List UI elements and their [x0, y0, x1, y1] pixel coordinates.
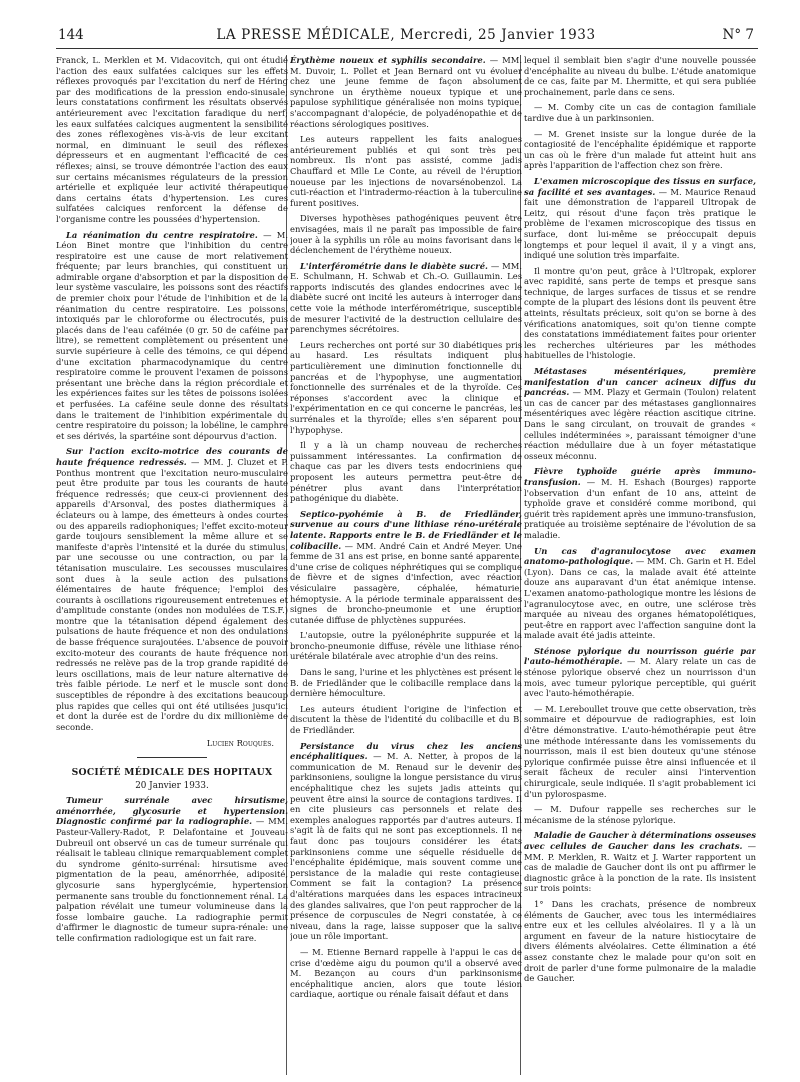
article-heading: Persistance du virus chez les anciens encéphalitiques.	[290, 740, 522, 762]
article-body: — M. A. Netter, à propos de la communication de M. Renaud sur le devenir des parkinsoniens, souligne la longue persistance du virus encéphalitique chez les sujets jadis atteints qui peuvent être ainsi la source de contagions tardives. Il en cite plusieurs cas personnels et relate des exemples analogues rapportés par d'autres auteurs. Il s'agit là de faits qui ne sont pas exceptionnels. Il ne faut donc pas toujours considérer les états parkinsoniens comme une séquelle résiduelle de l'encéphalite épidémique, mais souvent comme une persistance de la maladie qui reste contagieuse. Comment se fait la contagion? La présence d'altérations marquées dans les espaces intracineux des glandes salivaires, que l'on peut rapprocher de la présence de corpuscules de Negri constatée, à ce niveau, dans la rage, laisse supposer que la salive joue un rôle important.	[290, 751, 522, 942]
article-body: — MM. Ch. Garin et H. Edel (Lyon). Dans ce cas, la malade avait été atteinte douze ans auparavant d'un état anémique intense. L'examen anatomo-pathologique montre les lésions de l'agranulocytose avec, en outre, une sclérose très marquée au niveau des organes hématopoïétiques, peut-être en rapport avec l'affection sanguine dont la malade avait été jadis atteinte.	[524, 556, 756, 641]
article-heading: Sur l'action excito-motrice des courants de haute fréquence redressés.	[56, 446, 288, 467]
paragraph: Franck, L. Merklen et M. Vidacovitch, qui ont étudié l'action des eaux sulfatées calciques sur les effets réflexes provoqués par l'excitation du nerf de Héring par des modifications de la pression endo-sinusale; leurs constatations confirment les résultats observés antérieurement avec l'excitation faradique du nerf; les eaux sulfatées calciques augmentent la sensibilité des zones réflexogènes vis-à-vis de leur excitant normal, en diminuant le seuil des réflexes dépresseurs et en augmentant l'efficacité de ces réflexes; ainsi, se trouve démontrée l'action des eaux sur certains mécanismes régulateurs de la pression artérielle et expliquée leur activité thérapeutique dans certains états d'hypertension. Les cures sulfatées calciques renforcent la défense de l'organisme contre les poussées d'hypertension.	[56, 55, 288, 224]
article-body: — MM. Pasteur-Vallery-Radot, P. Delafontaine et Jouveau-Dubreuil ont observé un cas de tumeur surrénale qui réalisait le tableau clinique remarquablement complet du syndrome génito-surrénal: hirsutisme avec pigmentation de la peau, aménorrhée, adiposité, glycosurie sans hyperglycémie, hypertension permanente sans trouble du fonctionnement rénal. La palpation révélait une tumeur volumineuse dans la fosse lombaire gauche. La radiographie permit d'affirmer le diagnostic de tumeur supra-rénale: une telle confirmation radiologique est un fait rare.	[56, 816, 288, 943]
paragraph: Diverses hypothèses pathogéniques peuvent être envisagées, mais il ne paraît pas impossible de faire jouer à la syphilis un rôle au moins favorisant dans le déclenchement de l'érythème noueux.	[290, 213, 522, 256]
paragraph: Dans le sang, l'urine et les phlyctènes est présent le B. de Friedländer que le colibacille remplace dans la dernière hémoculture.	[290, 667, 522, 699]
article	[524, 546, 756, 641]
article	[524, 366, 756, 461]
article-body: — MM. J. Cluzet et P. Ponthus montrent que l'excitation neuro-musculaire peut être produite par tous les courants de haute fréquence redressés; que ceux-ci proviennent des appareils d'Arsonval, des postes diathermiques à éclateurs ou à lampe, des émetteurs à ondes courtes ou des appareils radiophoniques; l'effet excito-moteur garde toujours sensiblement la même allure et se manifeste d'après l'intensité et la durée du stimulus, par une secousse ou une contraction, ou par la tétanisation musculaire. Les secousses musculaires sont dues à la seule action des pulsations élémentaires de haute fréquence; l'emploi des courants à oscillations rigoureusement entretenues et d'amplitude constante (ondes non modulées de T.S.F.) montre que la tétanisation dépend également des pulsations de haute fréquence et non des ondulations de basse fréquence surajoutées. L'absence de pouvoir excito-moteur des courants de haute fréquence non redressés ne relève pas de la trop grande rapidité de leurs oscillations, mais de leur nature alternative de très faible période. Le nerf et le muscle sont donc susceptibles de répondre à des excitations beaucoup plus rapides que celles qui ont été utilisées jusqu'ici et dont la durée est de l'ordre du dix millionième de seconde.	[56, 456, 288, 732]
article-heading: Sténose pylorique du nourrisson guérie par l'auto-hémothérapie.	[524, 645, 756, 667]
article	[524, 830, 756, 894]
article-body: — M. H. Eshach (Bourges) rapporte l'observation d'un enfant de 10 ans, atteint de typhoïde grave et considéré comme moribond, qui guérit très rapidement après une immuno-transfusion, pratiquée au troisième septénaire de l'évolution de sa maladie.	[524, 476, 756, 540]
article-body: — MM. E. Schulmann, H. Schwab et Ch.-O. Guillaumin. Les rapports indiscutés des glandes endocrines avec le diabète sucré ont incité les auteurs à interroger dans cette voie la méthode interférométrique, susceptible de mesurer l'activité de la destruction cellulaire des parenchymes sécrétoires.	[290, 260, 522, 335]
author-signature: Lucien Rouquès.	[206, 738, 274, 749]
paragraph: L'autopsie, outre la pyélonéphrite suppurée et la broncho-pneumonie diffuse, révèle une lithiase réno-urétérale bilatérale avec atrophie d'un des reins.	[290, 630, 522, 662]
article-heading: L'interférométrie dans le diabète sucré.	[300, 260, 488, 271]
article-heading: Fièvre typhoïde guérie après immuno-transfusion.	[524, 466, 756, 487]
article-heading: L'examen microscopique des tissus en surface, sa facilité et ses avantages.	[524, 175, 756, 197]
article-body: — MM. P. Merklen, R. Waitz et J. Warter rapportent un cas de maladie de Gaucher dont ils ont pu affirmer le diagnostic grâce à la ponction de la rate. Ils insistent sur trois points:	[524, 840, 756, 894]
column-1	[56, 55, 288, 1075]
page-number: 144	[58, 27, 84, 43]
article	[56, 795, 288, 943]
article	[290, 55, 522, 129]
article-heading: Tumeur surrénale avec hirsutisme, aménorrhée, glycosurie et hypertension. Diagnostic confirmé par la radiographie.	[56, 795, 288, 827]
article	[56, 446, 288, 732]
paragraph: Leurs recherches ont porté sur 30 diabétiques pris au hasard. Les résultats indiquent plus particulièrement une diminution fonctionnelle du pancréas et de l'hypophyse, une augmentation fonctionnelle des surrénales et de la thyroïde. Ces réponses s'accordent avec la clinique et l'expérimentation en ce qui concerne le pancréas, les surrénales et la thyroïde; elles s'en séparent pour l'hypophyse.	[290, 339, 522, 435]
section-date: 20 Janvier 1933.	[135, 780, 209, 791]
paragraph: — M. Dufour rappelle ses recherches sur le mécanisme de la sténose pylorique.	[524, 804, 756, 825]
article-body: — MM. M. Duvoir, L. Pollet et Jean Bernard ont vu évoluer chez une jeune femme de façon absolument synchrone un érythème noueux typique et une papulose syphilitique généralisée non moins typique, s'accompagnant d'alopécie, de polyadénopathie et de réactions sérologiques positives.	[290, 55, 522, 129]
article	[290, 509, 522, 626]
article-body: — M. Léon Binet montre que l'inhibition du centre respiratoire est une cause de mort relativement fréquente; par leurs branchies, qui constituent un admirable organe d'absorption et par la disposition de leur système vasculaire, les poissons sont des réactifs de premier choix pour l'étude de l'inhibition et de la réanimation du centre respiratoire. Les poissons, intoxiqués par le chloroforme ou électrocutés, puis placés dans de l'eau caféinée (0 gr. 50 de caféine par litre), se remettent complètement ou présentent une survie supérieure à celle des témoins, ce qui dépend d'une excitation pharmacodynamique du centre respiratoire comme le prouvent l'examen de poissons présentant une brèche dans la région précordiale et les expériences faites sur les têtes de poissons isolées et perfusées. La caféine seule donne des résultats dans le traitement de l'inhibition expérimentale du centre respiratoire du poisson; la lobéline, le camphre et ses dérivés, la spartéine sont dépourvus d'action.	[56, 229, 288, 441]
paragraph: Les auteurs rappellent les faits analogues antérieurement publiés et qui sont très peu nombreux. Ils n'ont pas assisté, comme jadis Chauffard et Mlle Le Conte, au réveil de l'éruption noueuse par les injections de novarsénobenzol. La cuti-réaction et l'intradermo-réaction à la tuberculine furent positives.	[290, 134, 522, 208]
article	[524, 176, 756, 261]
paragraph: — M. Comby cite un cas de contagion familiale tardive due à un parkinsonien.	[524, 102, 756, 123]
issue-number: N° 7	[722, 27, 754, 43]
column-2	[290, 55, 522, 1075]
paragraph: — M. Grenet insiste sur la longue durée de la contagiosité de l'encéphalite épidémique et rapporte un cas où le frère d'un malade fut atteint huit ans après l'apparition de l'affection chez son frère.	[524, 128, 756, 171]
journal-title: LA PRESSE MÉDICALE, Mercredi, 25 Janvier 1933	[216, 27, 596, 43]
article-heading: Septico-pyohémie à B. de Friedländer, survenue au cours d'une lithiase réno-urétérale latente. Rapports entre le B. de Friedländer et le colibacille.	[290, 508, 522, 551]
article-body: — MM. André Cain et André Meyer. Une femme de 31 ans est prise, en bonne santé apparente, d'une crise de coliques néphrétiques qui se complique de fièvre et de signes d'infection, avec réaction vésiculaire passagère, céphalée, hématurie, hémoptysie. A la période terminale apparaissent des signes de broncho-pneumonie et une éruption cutanée diffuse de phlyctènes suppurées.	[290, 540, 522, 625]
article	[524, 466, 756, 540]
paragraph: Il y a là un champ nouveau de recherches puissamment intéressantes. La confirmation de chaque cas par les divers tests endocriniens que proposent les auteurs permettra peut-être de pénétrer plus avant dans l'interprétation pathogénique du diabète.	[290, 440, 522, 504]
paragraph: Il montre qu'on peut, grâce à l'Ultropak, explorer avec rapidité, sans perte de temps et presque sans technique, de larges surfaces de tissus et se rendre compte de la plupart des lésions dont ils peuvent être atteints, résultats précieux, soit qu'on se borne à des vérifications anatomiques, soit qu'on tienne compte des constatations immédiatement faites pour orienter les recherches ultérieures par les méthodes habituelles de l'histologie.	[524, 265, 756, 361]
paragraph: Les auteurs étudient l'origine de l'infection et discutent la thèse de l'identité du colibacille et du B. de Friedländer.	[290, 703, 522, 736]
paragraph: — M. Etienne Bernard rappelle à l'appui le cas de crise d'œdème aigu du poumon qu'il a observé avec M. Bezançon au cours d'un parkinsonisme encéphalitique ancien, alors que toute lésion cardiaque, aortique ou rénale faisait défaut et dans	[290, 946, 522, 1000]
article-heading: Érythème noueux et syphilis secondaire.	[290, 55, 486, 65]
article	[524, 646, 756, 699]
column-3	[524, 55, 756, 1075]
paragraph: 1° Dans les crachats, présence de nombreux éléments de Gaucher, avec tous les intermédiaires entre eux et les cellules alvéolaires. Il y a là un argument en faveur de la nature histiocytaire de divers éléments alvéolaires. Cette élimination a été assez constante chez le malade pour qu'on soit en droit de parler d'une forme pulmonaire de la maladie de Gaucher.	[524, 898, 756, 984]
article	[290, 261, 522, 335]
header-rule	[56, 48, 758, 49]
section-separator	[137, 757, 207, 758]
paragraph: lequel il semblait bien s'agir d'une nouvelle poussée d'encéphalite au niveau du bulbe. L'étude anatomique de ce cas, faite par M. Lhermitte, et qui sera publiée prochainement, parle dans ce sens.	[524, 55, 756, 97]
article-heading: La réanimation du centre respiratoire.	[66, 229, 258, 240]
page-header	[58, 27, 754, 45]
article-heading: Métastases mésentériques, première manifestation d'un cancer acineux diffus du pancréas.	[524, 366, 756, 398]
paragraph: — M. Lereboullet trouve que cette observation, très sommaire et dépourvue de radiographies, est loin d'être démonstrative. L'auto-hémothérapie peut être une méthode intéressante dans les vomissements du nourrisson, mais il est bien douteux qu'une sténose pylorique confirmée puisse être ainsi influencée et il serait fâcheux de reculer ainsi l'intervention chirurgicale, seule indiquée. Il s'agit probablement ici d'un pylorospasme.	[524, 703, 756, 799]
article-body: — M. Maurice Renaud fait une démonstration de l'appareil Ultropak de Leitz, qui résout d'une façon très pratique le problème de l'examen microscopique des tissus en surface, dont lui-même se préoccupait depuis longtemps et pour lequel il avait, il y a vingt ans, indiqué une solution très imparfaite.	[524, 186, 756, 261]
article-heading: Un cas d'agranulocytose avec examen anatomo-pathologique.	[524, 545, 756, 567]
article-body: — MM. Plazy et Germain (Toulon) relatent un cas de cancer par des métastases ganglionnaires mésentériques avec légère réaction ascitique citrine. Dans le sang circulant, on trouvait de grandes « cellules indéterminées », paraissant témoigner d'une réaction médullaire due à un foyer métastatique osseux méconnu.	[524, 387, 756, 461]
article	[290, 741, 522, 942]
article-body: — M. Alary relate un cas de sténose pylorique observé chez un nourrisson d'un mois, avec tumeur pylorique perceptible, qui guérit avec l'auto-hémothérapie.	[524, 656, 756, 699]
article-heading: Maladie de Gaucher à déterminations osseuses avec cellules de Gaucher dans les crachats.	[524, 830, 756, 851]
section-title: SOCIÉTÉ MÉDICALE DES HOPITAUX	[71, 767, 273, 778]
article	[56, 230, 288, 442]
